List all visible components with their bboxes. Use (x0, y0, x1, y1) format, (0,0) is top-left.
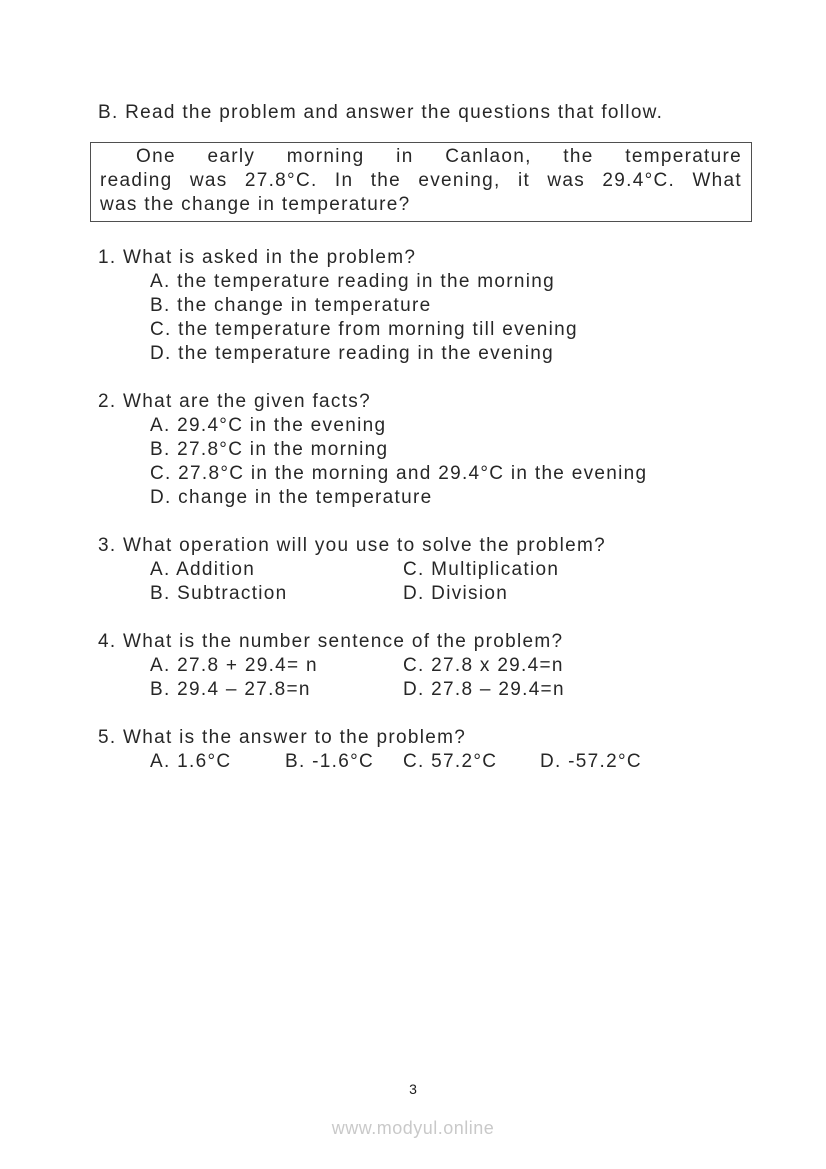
question-4-prompt: 4. What is the number sentence of the problem? (98, 631, 564, 652)
question-3-option-a: A. Addition (150, 559, 256, 580)
problem-line-3: was the change in temperature? (100, 194, 411, 215)
question-3-options-row-2 (98, 582, 748, 606)
page-number: 3 (409, 1081, 417, 1097)
watermark: www.modyul.online (331, 1118, 495, 1138)
question-1-prompt: 1. What is asked in the problem? (98, 247, 417, 268)
question-2-options (98, 414, 748, 510)
worksheet-content (98, 101, 748, 774)
question-5-option-a: A. 1.6°C (150, 751, 232, 772)
question-3 (98, 534, 748, 606)
question-3-option-b: B. Subtraction (150, 583, 288, 604)
question-4-option-c: C. 27.8 x 29.4=n (403, 655, 564, 676)
question-3-option-c: C. Multiplication (403, 559, 560, 580)
question-1-option-c: C. the temperature from morning till evening (150, 319, 578, 340)
question-5-prompt: 5. What is the answer to the problem? (98, 727, 467, 748)
question-1-option-d: D. the temperature reading in the evening (150, 343, 554, 364)
question-1-options (98, 270, 748, 366)
question-2-option-c: C. 27.8°C in the morning and 29.4°C in the evening (150, 463, 648, 484)
question-5-option-d: D. -57.2°C (540, 751, 642, 772)
problem-line-1: One early morning in Canlaon, the temperature (136, 146, 742, 167)
question-4-option-b: B. 29.4 – 27.8=n (150, 679, 311, 700)
question-4 (98, 630, 748, 702)
question-5-option-b: B. -1.6°C (285, 751, 374, 772)
problem-line-2: reading was 27.8°C. In the evening, it was 29.4°C. What (100, 170, 742, 191)
question-1-option-b: B. the change in temperature (150, 295, 432, 316)
question-3-option-d: D. Division (403, 583, 509, 604)
question-5 (98, 726, 748, 774)
question-5-options (98, 750, 748, 774)
question-2-option-b: B. 27.8°C in the morning (150, 439, 389, 460)
question-5-option-c: C. 57.2°C (403, 751, 498, 772)
question-4-option-d: D. 27.8 – 29.4=n (403, 679, 565, 700)
question-2 (98, 390, 748, 510)
question-1 (98, 246, 748, 366)
question-1-option-a: A. the temperature reading in the morning (150, 271, 556, 292)
problem-box (90, 142, 752, 222)
question-2-prompt: 2. What are the given facts? (98, 391, 371, 412)
question-3-prompt: 3. What operation will you use to solve the problem? (98, 535, 607, 556)
question-4-options-row-1 (98, 654, 748, 678)
question-2-option-a: A. 29.4°C in the evening (150, 415, 387, 436)
section-header: B. Read the problem and answer the questions that follow. (98, 102, 664, 123)
question-3-options-row-1 (98, 558, 748, 582)
question-2-option-d: D. change in the temperature (150, 487, 433, 508)
question-4-option-a: A. 27.8 + 29.4= n (150, 655, 318, 676)
question-4-options-row-2 (98, 678, 748, 702)
